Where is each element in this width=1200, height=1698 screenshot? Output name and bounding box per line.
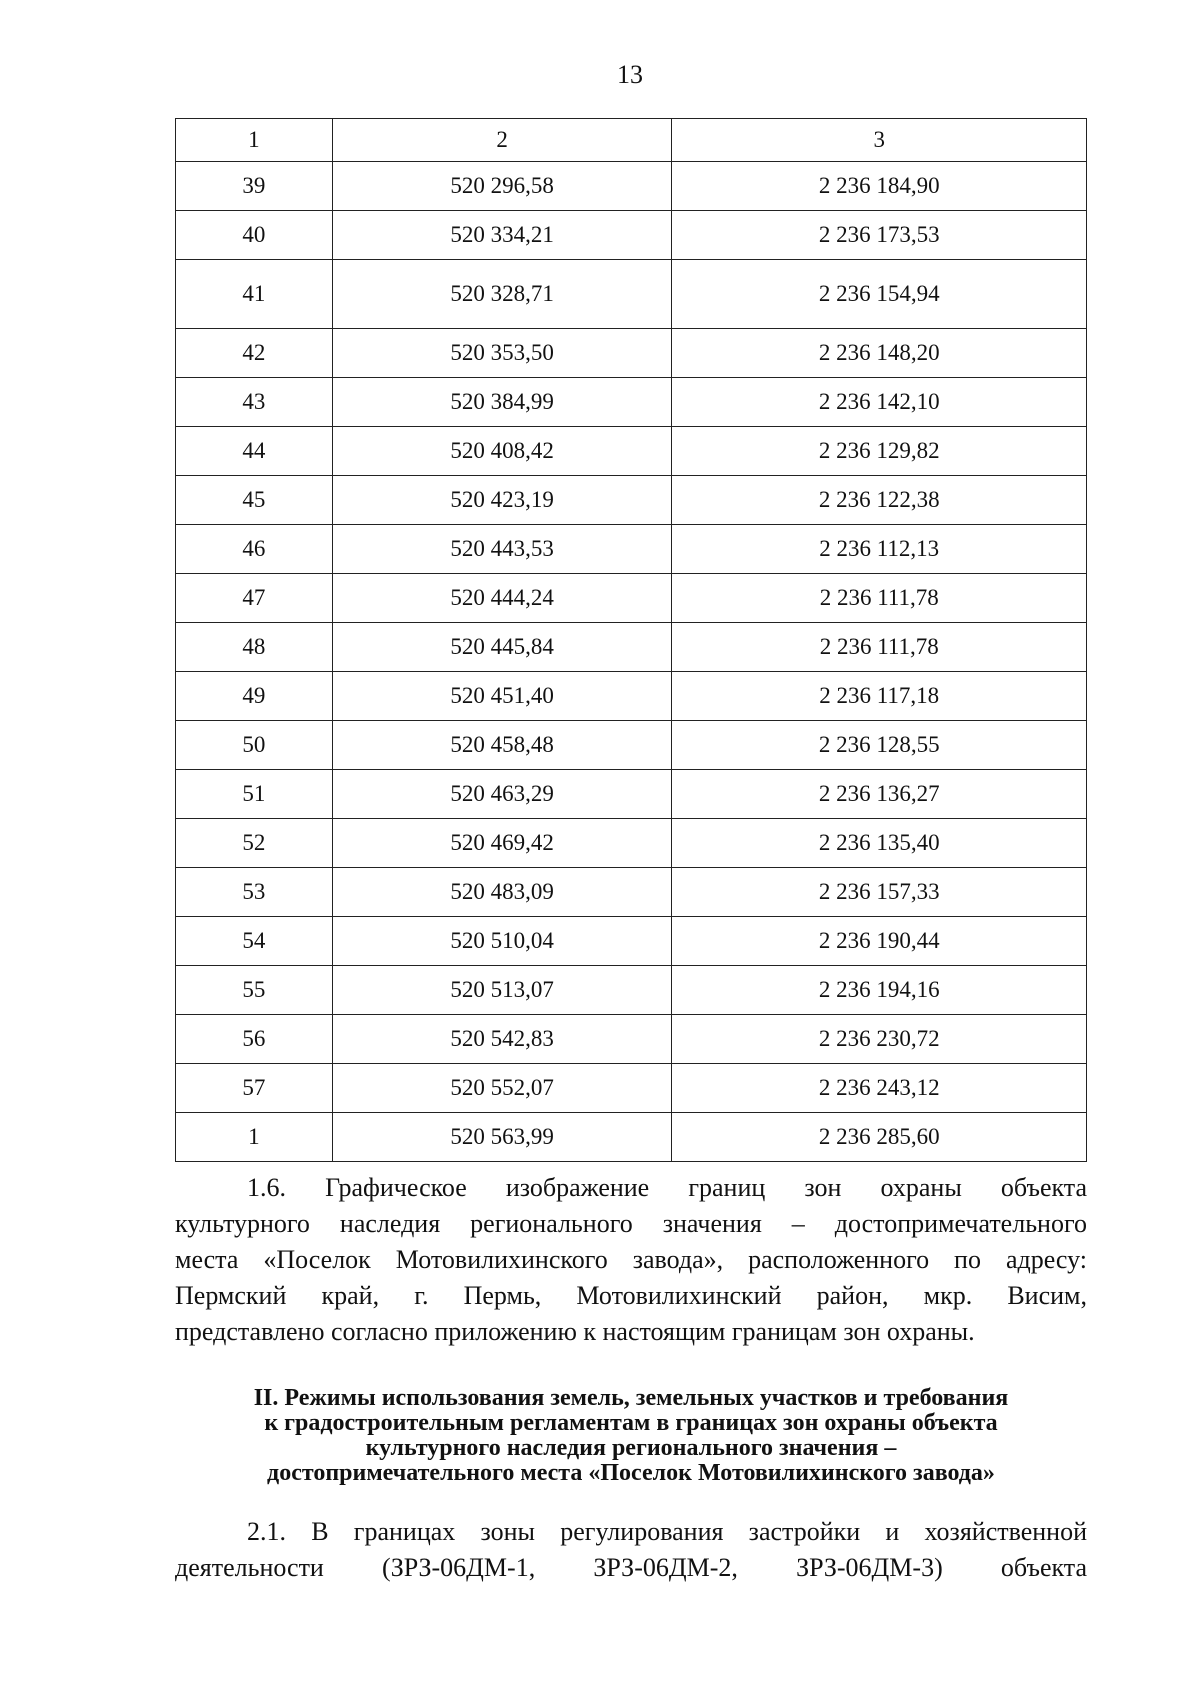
y-coordinate-cell: 2 236 117,18 xyxy=(672,672,1087,721)
x-coordinate-cell: 520 458,48 xyxy=(332,721,672,770)
heading-line: II. Режимы использования земель, земельных участков и требования xyxy=(253,1385,1009,1411)
y-coordinate-cell: 2 236 135,40 xyxy=(672,819,1087,868)
section-heading xyxy=(175,1386,1087,1486)
point-number-cell: 56 xyxy=(176,1015,333,1064)
table-row xyxy=(176,260,1087,329)
table-row xyxy=(176,1113,1087,1162)
point-number-cell: 40 xyxy=(176,211,333,260)
paragraph-1-6 xyxy=(175,1170,1087,1350)
table-row xyxy=(176,1064,1087,1113)
table-row xyxy=(176,966,1087,1015)
x-coordinate-cell: 520 296,58 xyxy=(332,162,672,211)
heading-line: к градостроительным регламентам в границах зон охраны объекта xyxy=(264,1410,998,1436)
paragraph-line: деятельности (ЗРЗ-06ДМ-1, ЗРЗ-06ДМ-2, ЗРЗ-06ДМ-3) объекта xyxy=(175,1553,1087,1582)
table-row xyxy=(176,476,1087,525)
paragraph-line: Пермский край, г. Пермь, Мотовилихинский район, мкр. Висим, xyxy=(175,1281,1087,1310)
x-coordinate-cell: 520 513,07 xyxy=(332,966,672,1015)
point-number-cell: 43 xyxy=(176,378,333,427)
table-row xyxy=(176,672,1087,721)
point-number-cell: 57 xyxy=(176,1064,333,1113)
table-row xyxy=(176,819,1087,868)
y-coordinate-cell: 2 236 173,53 xyxy=(672,211,1087,260)
x-coordinate-cell: 520 510,04 xyxy=(332,917,672,966)
page-number: 13 xyxy=(617,60,643,89)
y-coordinate-cell: 2 236 243,12 xyxy=(672,1064,1087,1113)
table-row xyxy=(176,917,1087,966)
table-header-cell: 2 xyxy=(332,119,672,162)
table-row xyxy=(176,868,1087,917)
y-coordinate-cell: 2 236 111,78 xyxy=(672,574,1087,623)
table-row xyxy=(176,378,1087,427)
y-coordinate-cell: 2 236 230,72 xyxy=(672,1015,1087,1064)
y-coordinate-cell: 2 236 285,60 xyxy=(672,1113,1087,1162)
point-number-cell: 49 xyxy=(176,672,333,721)
table-header-cell: 1 xyxy=(176,119,333,162)
x-coordinate-cell: 520 408,42 xyxy=(332,427,672,476)
table-row xyxy=(176,1015,1087,1064)
paragraph-line: 1.6. Графическое изображение границ зон охраны объекта xyxy=(247,1173,1087,1202)
y-coordinate-cell: 2 236 111,78 xyxy=(672,623,1087,672)
point-number-cell: 46 xyxy=(176,525,333,574)
point-number-cell: 42 xyxy=(176,329,333,378)
x-coordinate-cell: 520 445,84 xyxy=(332,623,672,672)
table-row xyxy=(176,211,1087,260)
x-coordinate-cell: 520 444,24 xyxy=(332,574,672,623)
x-coordinate-cell: 520 334,21 xyxy=(332,211,672,260)
y-coordinate-cell: 2 236 129,82 xyxy=(672,427,1087,476)
y-coordinate-cell: 2 236 194,16 xyxy=(672,966,1087,1015)
x-coordinate-cell: 520 443,53 xyxy=(332,525,672,574)
table-row xyxy=(176,721,1087,770)
point-number-cell: 1 xyxy=(176,1113,333,1162)
heading-line: культурного наследия регионального значения – xyxy=(365,1435,897,1461)
x-coordinate-cell: 520 353,50 xyxy=(332,329,672,378)
paragraph-2-1 xyxy=(175,1514,1087,1586)
table-row xyxy=(176,623,1087,672)
point-number-cell: 39 xyxy=(176,162,333,211)
point-number-cell: 51 xyxy=(176,770,333,819)
y-coordinate-cell: 2 236 128,55 xyxy=(672,721,1087,770)
x-coordinate-cell: 520 563,99 xyxy=(332,1113,672,1162)
y-coordinate-cell: 2 236 184,90 xyxy=(672,162,1087,211)
x-coordinate-cell: 520 542,83 xyxy=(332,1015,672,1064)
y-coordinate-cell: 2 236 154,94 xyxy=(672,260,1087,329)
y-coordinate-cell: 2 236 136,27 xyxy=(672,770,1087,819)
point-number-cell: 45 xyxy=(176,476,333,525)
x-coordinate-cell: 520 483,09 xyxy=(332,868,672,917)
x-coordinate-cell: 520 423,19 xyxy=(332,476,672,525)
paragraph-line: места «Поселок Мотовилихинского завода», расположенного по адресу: xyxy=(175,1245,1087,1274)
table-row xyxy=(176,162,1087,211)
point-number-cell: 44 xyxy=(176,427,333,476)
point-number-cell: 53 xyxy=(176,868,333,917)
table-row xyxy=(176,525,1087,574)
point-number-cell: 55 xyxy=(176,966,333,1015)
point-number-cell: 54 xyxy=(176,917,333,966)
point-number-cell: 47 xyxy=(176,574,333,623)
y-coordinate-cell: 2 236 190,44 xyxy=(672,917,1087,966)
y-coordinate-cell: 2 236 157,33 xyxy=(672,868,1087,917)
x-coordinate-cell: 520 552,07 xyxy=(332,1064,672,1113)
x-coordinate-cell: 520 463,29 xyxy=(332,770,672,819)
paragraph-line: представлено согласно приложению к настоящим границам зон охраны. xyxy=(175,1317,975,1346)
table-row xyxy=(176,770,1087,819)
point-number-cell: 48 xyxy=(176,623,333,672)
paragraph-line: культурного наследия регионального значения – достопримечательного xyxy=(175,1209,1087,1238)
heading-line: достопримечательного места «Поселок Мотовилихинского завода» xyxy=(267,1460,995,1486)
table-header-cell: 3 xyxy=(672,119,1087,162)
y-coordinate-cell: 2 236 122,38 xyxy=(672,476,1087,525)
x-coordinate-cell: 520 469,42 xyxy=(332,819,672,868)
x-coordinate-cell: 520 451,40 xyxy=(332,672,672,721)
table-row xyxy=(176,427,1087,476)
x-coordinate-cell: 520 328,71 xyxy=(332,260,672,329)
point-number-cell: 50 xyxy=(176,721,333,770)
x-coordinate-cell: 520 384,99 xyxy=(332,378,672,427)
y-coordinate-cell: 2 236 148,20 xyxy=(672,329,1087,378)
y-coordinate-cell: 2 236 112,13 xyxy=(672,525,1087,574)
paragraph-line: 2.1. В границах зоны регулирования застройки и хозяйственной xyxy=(247,1517,1087,1546)
table-row xyxy=(176,329,1087,378)
table-header-row xyxy=(176,119,1087,162)
point-number-cell: 41 xyxy=(176,260,333,329)
y-coordinate-cell: 2 236 142,10 xyxy=(672,378,1087,427)
point-number-cell: 52 xyxy=(176,819,333,868)
coordinates-table xyxy=(175,118,1087,1162)
table-row xyxy=(176,574,1087,623)
